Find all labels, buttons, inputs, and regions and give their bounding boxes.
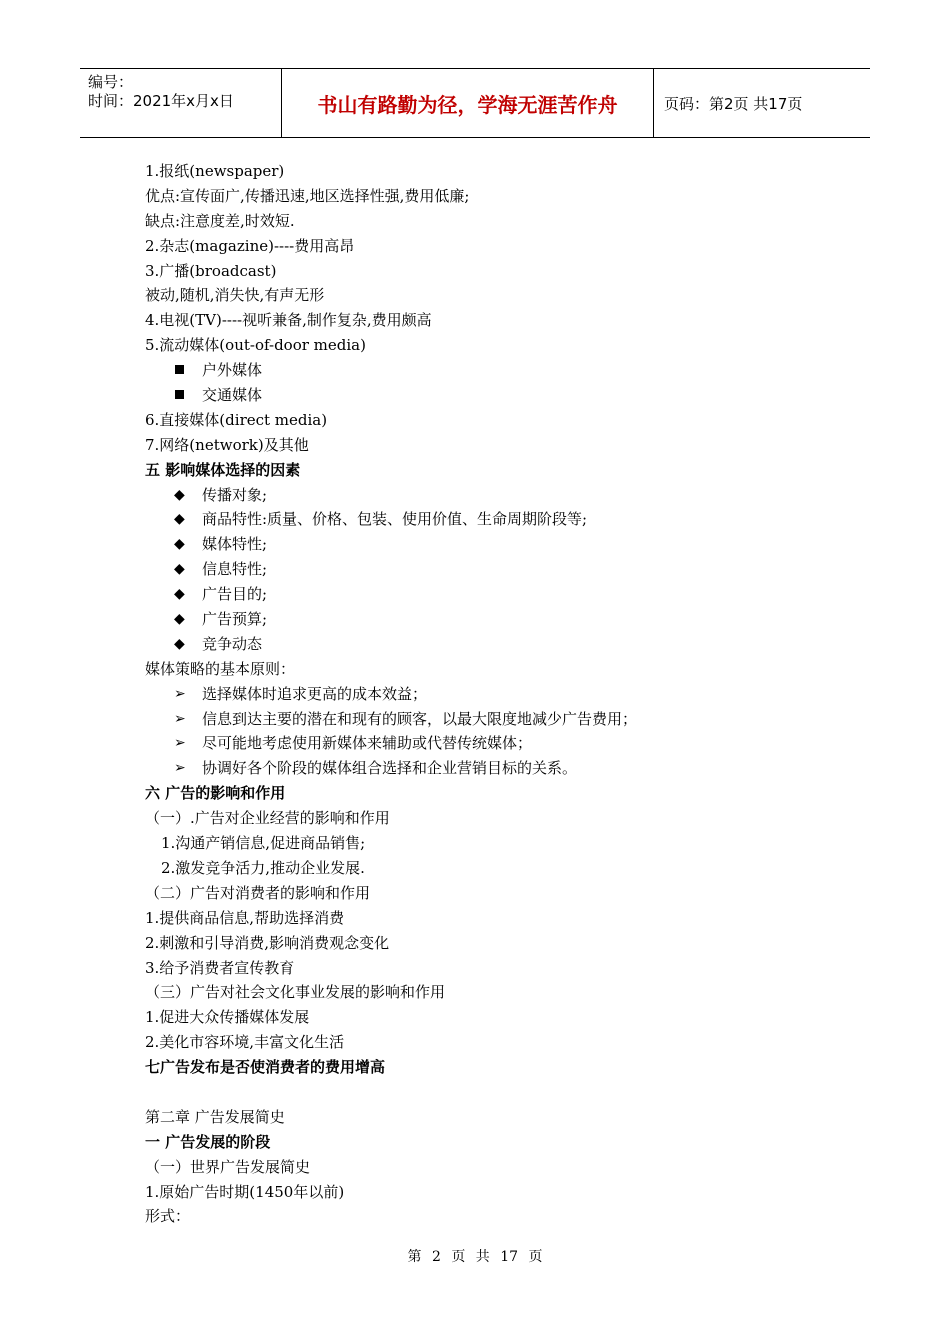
list-item: 2.美化市容环境,丰富文化生活 xyxy=(145,1033,345,1052)
bullet-item xyxy=(145,607,845,632)
list-item: 7.网络(network)及其他 xyxy=(145,435,309,454)
bullet-text: 信息特性; xyxy=(202,560,268,579)
list-item: 1.促进大众传播媒体发展 xyxy=(145,1008,310,1027)
list-item: 6.直接媒体(direct media) xyxy=(145,410,328,429)
bullet-text: 选择媒体时追求更高的成本效益； xyxy=(202,684,428,703)
bullet-item xyxy=(145,483,845,508)
diamond-bullet-icon: ◆ xyxy=(174,611,185,628)
header-page-info: 页码：第2页 共17页 xyxy=(664,94,803,113)
spacer xyxy=(145,1080,845,1105)
bullet-text: 传播对象; xyxy=(202,485,268,504)
bullet-item xyxy=(145,682,845,707)
list-item: 优点:宣传面广,传播迅速,地区选择性强,费用低廉; xyxy=(145,186,470,205)
list-item: 被动,随机,消失快,有声无形 xyxy=(145,286,325,305)
bullet-text: 商品特性:质量、价格、包装、使用价值、生命周期阶段等; xyxy=(202,510,588,529)
section-heading: 六 广告的影响和作用 xyxy=(145,784,286,803)
diamond-bullet-icon: ◆ xyxy=(174,561,185,578)
header-left-cell xyxy=(80,69,282,137)
footer-total-number: 17 xyxy=(500,1249,519,1265)
bullet-item xyxy=(145,582,845,607)
list-item: 2.激发竞争活力,推动企业发展. xyxy=(161,858,365,877)
bullet-text: 户外媒体 xyxy=(202,361,263,380)
chapter-title: 第二章 广告发展简史 xyxy=(145,1107,285,1126)
list-item: 2.刺激和引导消费,影响消费观念变化 xyxy=(145,933,390,952)
list-item: （一）世界广告发展简史 xyxy=(145,1157,311,1176)
bullet-item xyxy=(145,532,845,557)
bullet-text: 媒体特性; xyxy=(202,535,268,554)
list-item: 缺点:注意度差,时效短. xyxy=(145,211,295,230)
footer-page-prefix: 第 xyxy=(407,1249,422,1265)
bullet-text: 广告预算; xyxy=(202,610,268,629)
list-item: 1.报纸(newspaper) xyxy=(145,162,285,180)
arrow-bullet-icon: ➢ xyxy=(174,710,186,727)
list-item: 3.广播(broadcast) xyxy=(145,261,277,280)
footer-page-mid: 页 xyxy=(451,1249,466,1265)
bullet-text: 广告目的; xyxy=(202,585,268,604)
section-heading: 五 影响媒体选择的因素 xyxy=(145,460,301,479)
date-label: 时间：2021年x月x日 xyxy=(88,92,234,110)
list-item: 1.沟通产销信息,促进商品销售; xyxy=(161,834,366,853)
list-item: （三）广告对社会文化事业发展的影响和作用 xyxy=(145,983,446,1002)
bullet-text: 信息到达主要的潜在和现有的顾客，以最大限度地减少广告费用； xyxy=(202,709,638,728)
bullet-item xyxy=(145,358,845,383)
list-item: 3.给予消费者宣传教育 xyxy=(145,958,295,977)
list-item: （二）广告对消费者的影响和作用 xyxy=(145,883,371,902)
square-bullet-icon xyxy=(174,358,202,383)
list-item: 5.流动媒体(out-of-door media) xyxy=(145,336,366,355)
diamond-bullet-icon: ◆ xyxy=(174,511,185,528)
bullet-item xyxy=(145,507,845,532)
diamond-bullet-icon: ◆ xyxy=(174,635,185,652)
footer-page-number: 2 xyxy=(431,1249,441,1265)
number-label: 编号： xyxy=(88,73,134,91)
bullet-item xyxy=(145,383,845,408)
list-item: 形式： xyxy=(145,1207,191,1226)
diamond-bullet-icon: ◆ xyxy=(174,536,185,553)
section-heading: 一 广告发展的阶段 xyxy=(145,1132,271,1151)
page-header xyxy=(80,68,870,138)
bullet-text: 协调好各个阶段的媒体组合选择和企业营销目标的关系。 xyxy=(202,759,578,778)
page-footer xyxy=(0,1246,950,1266)
section-heading: 七广告发布是否使消费者的费用增高 xyxy=(145,1058,386,1077)
list-item: 媒体策略的基本原则： xyxy=(145,659,296,678)
diamond-bullet-icon: ◆ xyxy=(174,586,185,603)
list-item: 1.提供商品信息,帮助选择消费 xyxy=(145,908,345,927)
arrow-bullet-icon: ➢ xyxy=(174,760,186,777)
footer-total-suffix: 页 xyxy=(528,1249,543,1265)
arrow-bullet-icon: ➢ xyxy=(174,735,186,752)
arrow-bullet-icon: ➢ xyxy=(174,685,186,702)
bullet-item xyxy=(145,632,845,657)
bullet-item xyxy=(145,756,845,781)
header-motto: 书山有路勤为径，学海无涯苦作舟 xyxy=(282,69,654,137)
bullet-text: 交通媒体 xyxy=(202,386,263,405)
bullet-item xyxy=(145,557,845,582)
bullet-text: 竞争动态 xyxy=(202,634,263,653)
list-item: 2.杂志(magazine)----费用高昂 xyxy=(145,236,355,255)
square-bullet-icon xyxy=(174,383,202,408)
bullet-item xyxy=(145,731,845,756)
footer-total-prefix: 共 xyxy=(475,1249,490,1265)
list-item: 1.原始广告时期(1450年以前) xyxy=(145,1182,345,1201)
diamond-bullet-icon: ◆ xyxy=(174,486,185,503)
list-item: 4.电视(TV)----视听兼备,制作复杂,费用颇高 xyxy=(145,311,432,330)
document-body xyxy=(145,159,845,1229)
bullet-text: 尽可能地考虑使用新媒体来辅助或代替传统媒体； xyxy=(202,734,533,753)
list-item: （一）.广告对企业经营的影响和作用 xyxy=(145,809,390,828)
bullet-item xyxy=(145,707,845,732)
